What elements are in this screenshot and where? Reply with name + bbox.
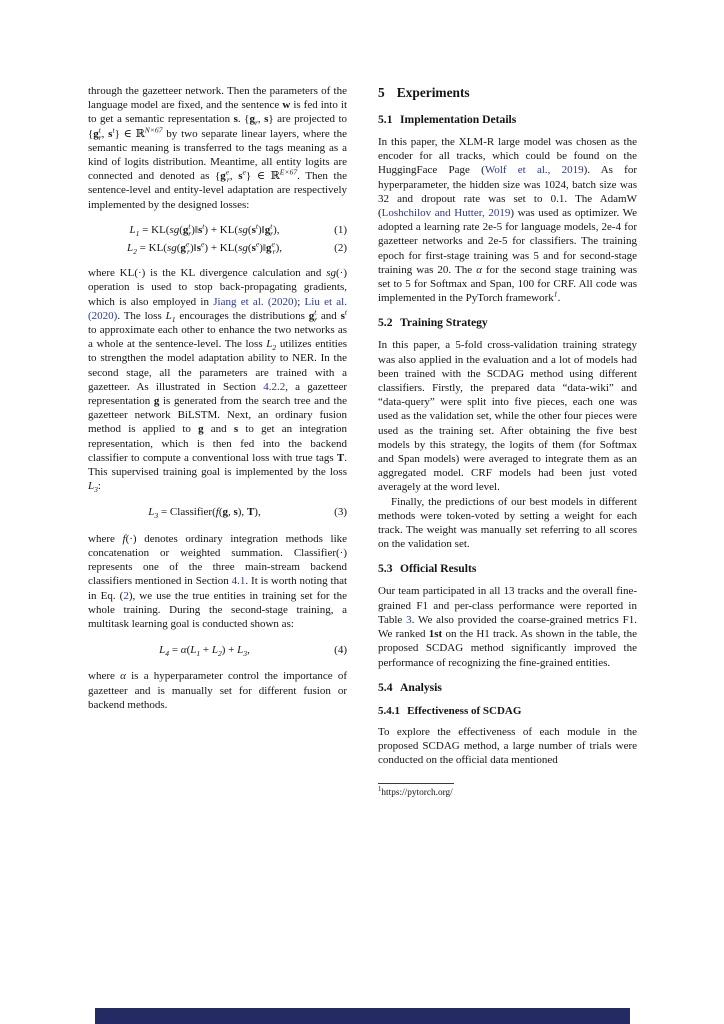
subsection-heading-training-strategy (378, 316, 637, 330)
paragraph: where f(·) denotes ordinary integration methods like concatenation or weighted summation. Classifier(·) represents one of the three main-stream backend classifiers mentioned in Section 4.1. It is worth noting that in Eq. (2), we use the true entities in training set for the whole training. During the second-stage training, a multitask learning goal is conducted shown as: (88, 532, 348, 630)
equation-number: (3) (334, 506, 347, 519)
section-number: 5.3 (378, 562, 393, 576)
paragraph: where KL(·) is the KL divergence calculation and sg(·) operation is used to stop back-propagating gradients, which is also employed in Jiang et al. (2020); Liu et al. (2020). The loss $L_1$ encourages the distributions $g^t_r$ and $s^t$ to approximate each other to enhance the two networks as a whole at the sentence-level. The loss $L_2$ utilizes entities to strengthen the model adaptation ability to NER. In the second stage, all the parameters are trained with a gazetteer. As illustrated in Section 4.2.2, a gazetteer representation g is generated from the search tree and the gazetteer network BiLSTM. Next, an ordinary fusion method is applied to g and s to get an integration representation, which is then fed into the backend classifier to compute a conventional loss with true tags T. This supervised training goal is implemented by the loss $L_3$: (88, 267, 347, 495)
citation-link[interactable]: Loshchilov and Hutter, 2019 (381, 207, 511, 220)
section-number: 5.2 (378, 316, 393, 330)
paragraph: where α is a hyperparameter control the importance of gazetteer and is manually set for different fusion or backend methods. (88, 670, 347, 711)
equation-4 (88, 643, 347, 657)
equation-group (88, 505, 347, 519)
paragraph: through the gazetteer network. Then the parameters of the language model are fixed, and the sentence w is fed into it to get a semantic representation s. {$g_r$, s} are projected to {$g^t_r$, $s^t$} ∈ ℝ$^{N\times 67}$ by two separate linear layers, where the semantic meaning is transferred to the tags meaning as a kind of logits distribution. Meantime, all entity logits are connected and denoted as {$g^e_r$, $s^e$} ∈ ℝ$^{E\times 67}$. Then the sentence-level and entity-level adaptation are respectively implemented by the designed losses: (88, 85, 348, 211)
subsubsection-heading-effectiveness-of-scdag (378, 705, 637, 718)
paragraph: To explore the effectiveness of each module in the proposed SCDAG method, a large number of trials were conducted on the official data mentioned (378, 725, 637, 767)
section-title: Effectiveness of SCDAG (407, 704, 522, 717)
equation-body: $L_4 = \alpha(L_1 + L_2) + L_3$, (159, 644, 250, 659)
equation-number: (4) (334, 644, 347, 657)
section-title: Training Strategy (400, 316, 488, 330)
equation-number: (2) (334, 242, 347, 255)
equation-body: $L_2$ = $KL(sg(g^e_r)‖s^e)$ + $KL(sg(s^e)‖g^e_r)$, (127, 239, 282, 257)
section-title: Experiments (396, 85, 470, 100)
citation-link[interactable]: 4.1 (231, 575, 246, 588)
section-number: 5 (378, 85, 385, 100)
subsection-heading-official-results (378, 562, 637, 576)
subsection-heading-implementation-details (378, 113, 637, 127)
section-title: Implementation Details (400, 113, 517, 126)
citation-link[interactable]: 2 (123, 589, 129, 602)
paragraph: Finally, the predictions of our best models in different methods were token-voted by setting a weight for each track. The weight was manually set referring to all scores on the validation set. (378, 495, 637, 551)
paragraph: Our team participated in all 13 tracks and the overall fine-grained F1 and per-class performance were reported in Table 3. We also provided the coarse-grained metrics F1. We ranked 1st on the H1 track. As shown in the table, the proposed SCDAG method significantly improved the performance of recognizing the fine-grained entities. (378, 585, 637, 669)
footnote-rule (378, 783, 454, 784)
two-column-layout (88, 84, 637, 800)
paragraph: In this paper, the XLM-R large model was chosen as the encoder for all tracks, which could be found on the HuggingFace Page (Wolf et al., 2019). As for hyperparameter, the hidden size was 1024, batch size was 32 and dropout rate was set to 0.1. The AdamW (Loshchilov and Hutter, 2019) was used as optimizer. We adopted a learning rate 2e-5 for language models, 2e-4 for gazetteer networks and 2e-5 for classifiers. The training epoch for first-stage training was 5 and for second-stage training was 20. The α for the second stage training was set to 5 for Softmax and Span, 100 for CRF. All code was implemented in the PyTorch framework$^1$. (378, 136, 638, 305)
section-title: Analysis (400, 680, 442, 694)
equation-body: $L_3$ = Classifier(f(g, s), T), (148, 506, 261, 521)
section-number: 5.1 (378, 113, 393, 126)
equation-body: $L_1$ = $KL(sg(g^t_r)‖s^t)$ + $KL(sg(s^t)‖g^t_r)$, (129, 221, 280, 239)
equation-number: (1) (334, 223, 347, 236)
citation-link[interactable]: Jiang et al. (2020) (213, 295, 298, 308)
equation-group (88, 223, 347, 255)
equation-2 (88, 241, 347, 255)
footnote (378, 783, 637, 800)
equation-1 (88, 223, 347, 237)
section-number: 5.4 (378, 680, 393, 694)
section-number: 5.4.1 (378, 704, 400, 717)
right-column (378, 84, 637, 800)
next-page-preview-bar (95, 1008, 630, 1024)
subsection-heading-analysis (378, 681, 637, 695)
equation-3 (88, 505, 347, 519)
citation-link[interactable]: 4.2.2 (263, 380, 286, 393)
citation-link[interactable]: Wolf et al., 2019 (484, 164, 584, 177)
paragraph: In this paper, a 5-fold cross-validation training strategy was also applied in the evaluation and a lot of models had been trained with the SCDAG method using different classifiers. Firstly, the prepared data “data-wiki” and “data-query” were split into five pieces, each one was used as the validation set, while the other four pieces were used as the training set. After obtaining the five best models by this strategy, the logits of them (for Softmax and Span models) were averaged to integrate them as an aggregated model. CRF models had been just voted averagely at the word level. (378, 339, 637, 494)
citation-link[interactable]: 3 (406, 613, 412, 626)
citation-link[interactable]: Liu et al. (2020) (88, 295, 347, 322)
footnote-marker: 1 (378, 786, 382, 794)
left-column (88, 84, 347, 800)
section-title: Official Results (400, 562, 477, 576)
section-heading-experiments (378, 85, 637, 101)
footnote-url-link[interactable]: https://pytorch.org/ (381, 788, 453, 799)
equation-group (88, 643, 347, 657)
